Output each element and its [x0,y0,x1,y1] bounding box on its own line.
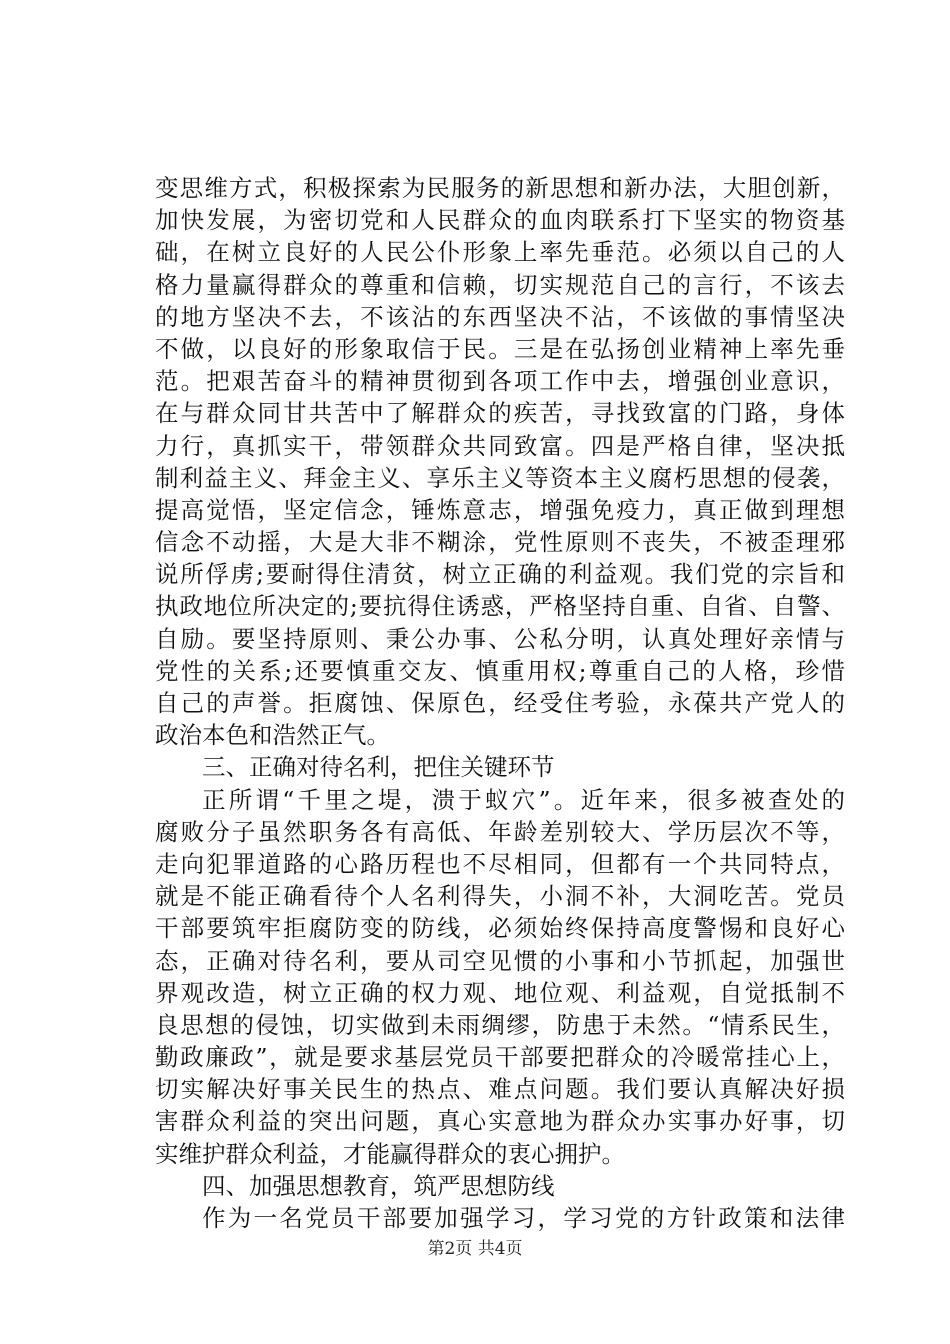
section-heading: 四、加强思想教育，筑严思想防线 [202,1171,555,1200]
text-line: 格力量赢得群众的尊重和信赖，切实规范自己的言行，不该去 [155,270,845,299]
text-line: 在与群众同甘共苦中了解群众的疾苦，寻找致富的门路，身体 [155,399,845,428]
text-line: 界观改造，树立正确的权力观、地位观、利益观，自觉抵制不 [155,978,845,1007]
text-line: 力行，真抓实干，带领群众共同致富。四是严格自律，坚决抵 [155,431,845,460]
text-line: 执政地位所决定的;要抗得住诱惑，严格坚持自重、自省、自警、 [155,592,845,621]
section-heading: 三、正确对待名利，把住关键环节 [202,753,555,782]
text-line: 勤政廉政”，就是要求基层党员干部要把群众的冷暖常挂心上， [155,1043,845,1072]
text-line: 干部要筑牢拒腐防变的防线，必须始终保持高度警惕和良好心 [155,914,845,943]
text-line: 党性的关系;还要慎重交友、慎重用权;尊重自己的人格，珍惜 [155,656,845,685]
text-line: 说所俘虏;要耐得住清贫，树立正确的利益观。我们党的宗旨和 [155,560,845,589]
text-line: 自己的声誉。拒腐蚀、保原色，经受住考验，永葆共产党人的 [155,689,845,717]
text-line: 信念不动摇，大是大非不糊涂，党性原则不丧失，不被歪理邪 [155,528,845,557]
text-line: 变思维方式，积极探索为民服务的新思想和新办法，大胆创新， [155,174,845,202]
text-line: 走向犯罪道路的心路历程也不尽相同，但都有一个共同特点， [155,849,845,878]
text-line: 础，在树立良好的人民公仆形象上率先垂范。必须以自己的人 [155,238,845,267]
text-line: 提高觉悟，坚定信念，锤炼意志，增强免疫力，真正做到理想 [155,495,845,524]
text-line: 的地方坚决不去，不该沾的东西坚决不沾，不该做的事情坚决 [155,302,845,331]
text-line: 自励。要坚持原则、秉公办事、公私分明，认真处理好亲情与 [155,624,845,653]
text-line: 就是不能正确看待个人名利得失，小洞不补，大洞吃苦。党员 [155,882,845,911]
text-line: 腐败分子虽然职务各有高低、年龄差别较大、学历层次不等， [155,817,845,846]
text-line: 良思想的侵蚀，切实做到未雨绸缪，防患于未然。“情系民生， [155,1010,845,1039]
text-line: 正所谓“千里之堤，溃于蚁穴”。近年来，很多被查处的 [202,785,845,814]
text-line: 制利益主义、拜金主义、享乐主义等资本主义腐朽思想的侵袭， [155,463,845,492]
text-line: 不做，以良好的形象取信于民。三是在弘扬创业精神上率先垂 [155,334,845,363]
page-footer: 第2页 共4页 [427,1239,523,1259]
text-line: 害群众利益的突出问题，真心实意地为群众办实事办好事，切 [155,1107,845,1136]
text-line: 实维护群众利益，才能赢得群众的衷心拥护。 [155,1139,625,1168]
text-line: 范。把艰苦奋斗的精神贯彻到各项工作中去，增强创业意识， [155,367,845,396]
text-line: 态，正确对待名利，要从司空见惯的小事和小节抓起，加强世 [155,946,845,975]
text-line: 作为一名党员干部要加强学习，学习党的方针政策和法律 [202,1204,845,1232]
body-text [155,172,845,1234]
text-line: 加快发展，为密切党和人民群众的血肉联系打下坚实的物资基 [155,206,845,235]
text-line: 政治本色和浩然正气。 [155,721,390,750]
text-line: 切实解决好事关民生的热点、难点问题。我们要认真解决好损 [155,1075,845,1104]
